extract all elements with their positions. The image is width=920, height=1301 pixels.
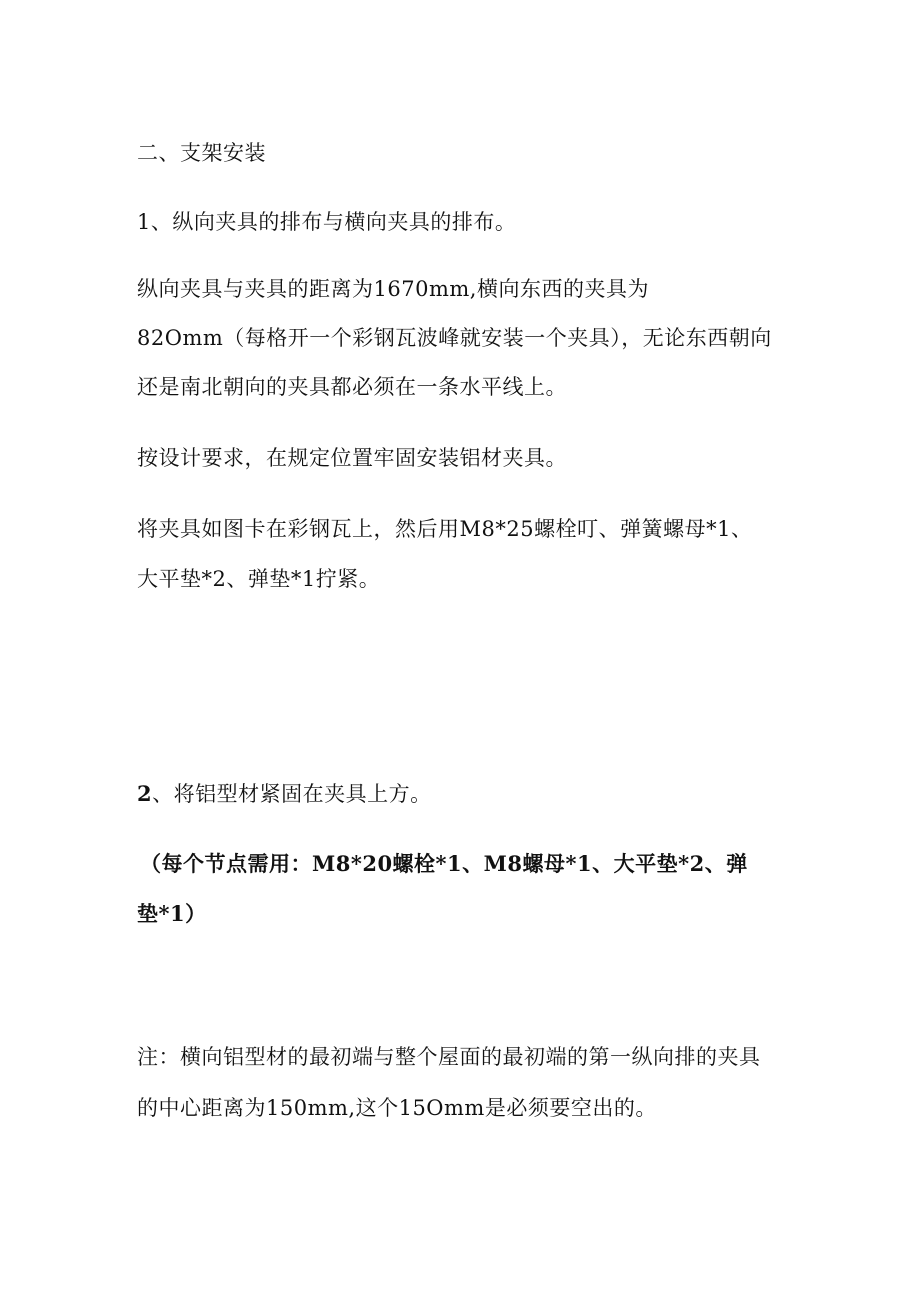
step2-title-text: 、将铝型材紧固在夹具上方。: [152, 782, 432, 806]
step1-para1-line3: 还是南北朝向的夹具都必须在一条水平线上。: [137, 375, 567, 399]
step1-para2: 按设计要求，在规定位置牢固安装铝材夹具。: [137, 446, 567, 470]
note-line1: 注：横向铝型材的最初端与整个屋面的最初端的第一纵向排的夹具: [137, 1045, 761, 1069]
step1-title: 1、纵向夹具的排布与横向夹具的排布。: [137, 210, 517, 234]
step2-title-number: 2: [137, 781, 153, 806]
step1-para1-line2: 82Omm（每格开一个彩钢瓦波峰就安装一个夹具），无论东西朝向: [137, 326, 772, 350]
step2-detail-line1: （每个节点需用：M8*20螺栓*1、M8螺母*1、大平垫*2、弹: [140, 851, 748, 876]
note-line2: 的中心距离为150mm,这个15Omm是必须要空出的。: [137, 1096, 657, 1120]
step1-para3-line1: 将夹具如图卡在彩钢瓦上，然后用M8*25螺栓叮、弹簧螺母*1、: [137, 517, 753, 541]
section-heading: 二、支架安装: [137, 141, 266, 165]
step1-para3-line2: 大平垫*2、弹垫*1拧紧。: [137, 567, 381, 591]
step1-para1-line1: 纵向夹具与夹具的距离为1670mm,横向东西的夹具为: [137, 277, 649, 301]
step2-title: [137, 779, 432, 809]
step2-detail-line2: 垫*1）: [137, 901, 207, 926]
